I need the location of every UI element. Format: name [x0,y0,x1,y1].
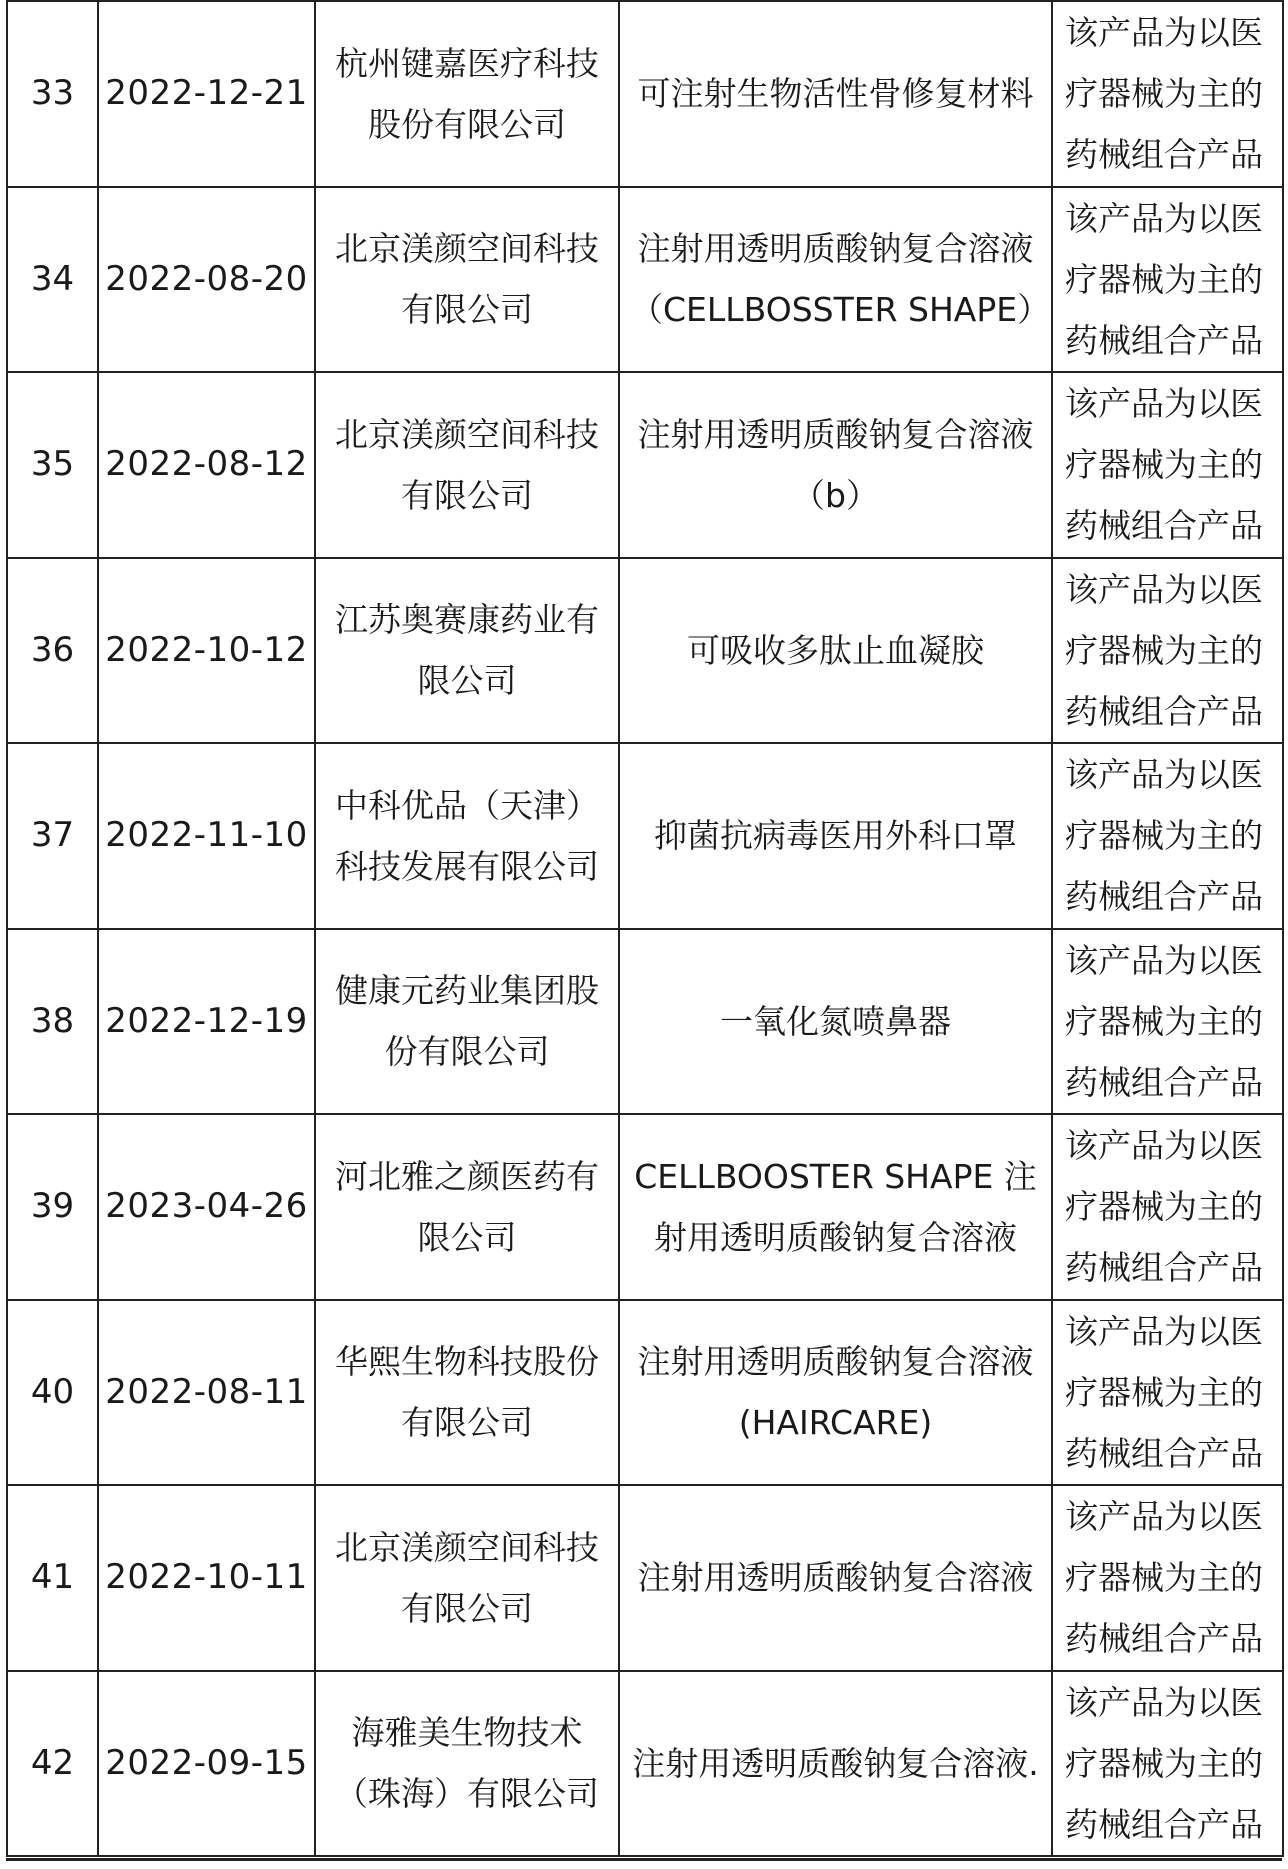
row-company: 北京渼颜空间科技有限公司 [315,372,619,558]
table-row [7,1114,1283,1300]
row-note: 该产品为以医疗器械为主的药械组合产品 [1052,372,1283,558]
row-product: 注射用透明质酸钠复合溶液（CELLBOSSTER SHAPE） [619,187,1052,373]
row-date: 2022-12-21 [98,1,315,187]
row-company: 华熙生物科技股份有限公司 [315,1300,619,1486]
row-date: 2022-09-15 [98,1671,315,1857]
row-note: 该产品为以医疗器械为主的药械组合产品 [1052,929,1283,1115]
row-company: 河北雅之颜医药有限公司 [315,1114,619,1300]
table-row [7,1,1283,187]
table-row [7,743,1283,929]
row-number: 34 [7,187,98,373]
row-company: 北京渼颜空间科技有限公司 [315,1485,619,1671]
row-date: 2022-08-11 [98,1300,315,1486]
row-product: 抑菌抗病毒医用外科口罩 [619,743,1052,929]
row-company: 杭州键嘉医疗科技股份有限公司 [315,1,619,187]
row-company: 北京渼颜空间科技有限公司 [315,187,619,373]
row-company: 江苏奥赛康药业有限公司 [315,558,619,744]
row-product: CELLBOOSTER SHAPE 注射用透明质酸钠复合溶液 [619,1114,1052,1300]
row-product: 注射用透明质酸钠复合溶液(HAIRCARE) [619,1300,1052,1486]
row-number: 38 [7,929,98,1115]
table-row [7,929,1283,1115]
row-date: 2022-10-11 [98,1485,315,1671]
row-note: 该产品为以医疗器械为主的药械组合产品 [1052,743,1283,929]
table-row [7,372,1283,558]
row-date: 2022-10-12 [98,558,315,744]
row-date: 2022-08-20 [98,187,315,373]
table-row [7,187,1283,373]
table-row [7,1671,1283,1857]
row-company: 海雅美生物技术（珠海）有限公司 [315,1671,619,1857]
row-note: 该产品为以医疗器械为主的药械组合产品 [1052,187,1283,373]
row-note: 该产品为以医疗器械为主的药械组合产品 [1052,1300,1283,1486]
table-row [7,1485,1283,1671]
row-date: 2022-08-12 [98,372,315,558]
row-number: 39 [7,1114,98,1300]
row-product: 注射用透明质酸钠复合溶液（b） [619,372,1052,558]
row-note: 该产品为以医疗器械为主的药械组合产品 [1052,1485,1283,1671]
registration-table-container [6,0,1282,1857]
row-number: 37 [7,743,98,929]
row-note: 该产品为以医疗器械为主的药械组合产品 [1052,1114,1283,1300]
row-product: 注射用透明质酸钠复合溶液 [619,1485,1052,1671]
row-product: 可注射生物活性骨修复材料 [619,1,1052,187]
row-company: 健康元药业集团股份有限公司 [315,929,619,1115]
row-date: 2022-12-19 [98,929,315,1115]
row-note: 该产品为以医疗器械为主的药械组合产品 [1052,1671,1283,1857]
row-note: 该产品为以医疗器械为主的药械组合产品 [1052,558,1283,744]
row-number: 42 [7,1671,98,1857]
row-note: 该产品为以医疗器械为主的药械组合产品 [1052,1,1283,187]
row-product: 注射用透明质酸钠复合溶液. [619,1671,1052,1857]
row-product: 可吸收多肽止血凝胶 [619,558,1052,744]
row-number: 35 [7,372,98,558]
row-number: 41 [7,1485,98,1671]
combination-product-table [6,0,1284,1857]
row-date: 2022-11-10 [98,743,315,929]
table-row [7,558,1283,744]
table-row [7,1300,1283,1486]
row-product: 一氧化氮喷鼻器 [619,929,1052,1115]
row-number: 36 [7,558,98,744]
row-number: 33 [7,1,98,187]
row-date: 2023-04-26 [98,1114,315,1300]
bottom-border-rule [6,1858,1282,1861]
row-company: 中科优品（天津）科技发展有限公司 [315,743,619,929]
row-number: 40 [7,1300,98,1486]
